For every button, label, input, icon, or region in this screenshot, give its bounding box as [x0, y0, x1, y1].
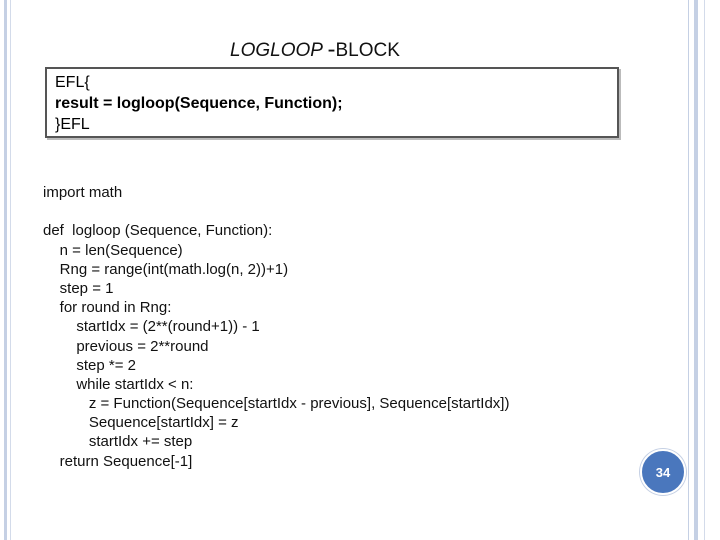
code-line: while startIdx < n:	[43, 375, 194, 393]
code-line: import math	[43, 184, 123, 201]
efl-code-box	[45, 67, 619, 138]
right-border-rule-thin	[688, 0, 689, 540]
title-dash: -	[327, 36, 336, 63]
code-line: previous = 2**round	[43, 337, 209, 355]
code-line: Sequence[startIdx] = z	[43, 414, 239, 432]
efl-statement-line: result = logloop(Sequence, Function);	[55, 95, 343, 112]
code-line: n = len(Sequence)	[43, 241, 183, 259]
code-line: startIdx += step	[43, 433, 193, 451]
code-line	[43, 202, 509, 221]
right-border-rule	[694, 0, 698, 540]
python-code-block	[43, 183, 509, 471]
code-line: for round in Rng:	[43, 299, 172, 317]
code-line: step = 1	[43, 279, 114, 297]
code-line: def logloop (Sequence, Function):	[43, 222, 273, 240]
code-line: startIdx = (2**(round+1)) - 1	[43, 318, 260, 336]
efl-close-line: }EFL	[55, 116, 90, 133]
title-regular-part: BLOCK	[335, 40, 400, 61]
efl-open-line: EFL{	[55, 74, 90, 91]
page-number: 34	[655, 464, 671, 480]
left-border-rule-thin	[10, 0, 11, 540]
slide-title	[230, 36, 400, 64]
code-line: z = Function(Sequence[startIdx - previous], Sequence[startIdx])	[43, 395, 510, 413]
code-line: step *= 2	[43, 356, 136, 374]
code-line: return Sequence[-1]	[43, 452, 193, 470]
title-italic-part: LOGLOOP	[230, 40, 328, 61]
page-number-badge	[640, 449, 686, 495]
right-border-rule-outer	[704, 0, 705, 540]
left-border-rule	[4, 0, 7, 540]
code-line: Rng = range(int(math.log(n, 2))+1)	[43, 260, 289, 278]
